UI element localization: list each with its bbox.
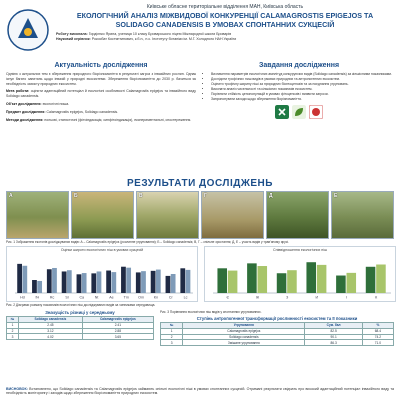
task-item: • Дослідити трофічних ниш видів в умовах природних та антропогенних екосистем. — [211, 77, 394, 82]
tick-label: Ae — [109, 295, 114, 300]
photo-tag: Г — [204, 193, 207, 199]
tick-label: К — [375, 295, 378, 300]
bar — [186, 270, 191, 293]
leaf-logo-icon — [292, 105, 306, 119]
bar — [258, 266, 268, 293]
figure-2-caption: Рис. 2 Діаграми розмаху показників екологічних ніш досліджуваних видів за чинниками середовища. — [6, 303, 156, 307]
advisor-text: Рокосбат Костянтинович, к.б.н., н.с. Інституту ботаніки ім. М.Г. Холодного НАН України — [91, 37, 237, 41]
bar — [111, 272, 116, 293]
advisor-label: Науковий керівник: — [56, 37, 91, 41]
bar — [287, 270, 297, 293]
bar — [47, 269, 52, 293]
tasks-heading: Завдання дослідження — [258, 62, 340, 69]
bar — [136, 272, 141, 293]
table-cell: 3 — [7, 334, 19, 340]
table-cell: 71.0 — [362, 340, 393, 346]
figure-3-caption: Рис. 3 Порівняння екологічних ніш видів у спонтанних угрупованнях. — [160, 310, 262, 314]
table-cell: 82.5 — [305, 328, 362, 334]
subject-label: Предмет дослідження: — [6, 109, 46, 114]
table-cell: Змішане угруповання — [183, 340, 305, 346]
photo-tag: А — [9, 193, 13, 199]
task-item: • Оцінити трофічну ширину ніші за природних біогеоценозів та за поєднання угруповань. — [211, 82, 394, 87]
table-cell: 2.41 — [82, 322, 153, 328]
charts-row — [6, 246, 394, 302]
bar — [32, 280, 37, 293]
institution: Київське обласне територіальне відділення МАН, Київська область — [146, 4, 304, 10]
bar — [91, 273, 96, 293]
photo-tag: Д — [269, 193, 273, 199]
table-cell: 2 — [161, 334, 183, 340]
bar — [317, 265, 327, 293]
intro-row — [6, 62, 394, 176]
task-item: • Визначення параметрів екологічних амплітуд конкуруючих видів (Solidago canadensis) за кількісними показниками. — [211, 72, 394, 77]
man-logo-icon — [6, 8, 50, 52]
relevance-heading: Актуальність дослідження — [54, 62, 148, 69]
poster-header — [6, 4, 394, 62]
subject-text: Calamagrostis epigejos, Solidago canadensis. — [46, 109, 119, 114]
object — [6, 102, 196, 107]
tick-label: Hd — [20, 295, 25, 300]
bar — [306, 262, 316, 293]
poster-title — [56, 12, 394, 29]
goal — [6, 89, 196, 99]
tick-label: Kn — [153, 295, 159, 300]
methods — [6, 118, 196, 123]
bar — [217, 268, 227, 293]
bar — [97, 271, 102, 293]
bar — [180, 268, 185, 293]
bar — [82, 273, 87, 293]
bar — [62, 271, 67, 293]
table-2-header: % — [362, 323, 393, 329]
lower-row — [6, 309, 394, 346]
tick-label: И — [315, 295, 319, 300]
conclusion-text: Встановлено, що Solidago canadensis та Calamagrostis epigejos займають спільні екологічні ніші в умовах спонтанних сукцесій. Отримані результати свідчать про високий адаптаційний потенціал інвазійного виду та необхідність моніторингу і заходів щодо збереження біорізноманіття природних екосистем. — [6, 386, 395, 396]
bar — [77, 274, 82, 293]
methods-text: польові, статистичні (фітоіндикація, синфітоіндикація), експериментальні, спостереження. — [44, 117, 192, 122]
photo-b — [71, 191, 134, 239]
table-cell: 68.4 — [362, 328, 393, 334]
tasks-column — [204, 62, 394, 176]
task-item: • Виконати аналіз чисельності та кількісних показників екосистем. — [211, 87, 394, 92]
chart-2 — [204, 246, 396, 302]
bar — [277, 273, 287, 293]
bar — [247, 263, 257, 293]
photo-tag: Е — [334, 193, 338, 199]
table-cell: 2 — [7, 328, 19, 334]
header-text — [56, 4, 394, 42]
relevance-column — [6, 62, 196, 176]
bar — [106, 271, 111, 293]
table-cell: 90.1 — [305, 334, 362, 340]
tick-label: Sl — [65, 295, 69, 300]
methods-label: Методи дослідження: — [6, 117, 44, 122]
bar — [17, 264, 22, 293]
photo-tag: Б — [74, 193, 78, 199]
photo-a — [6, 191, 69, 239]
tick-label: І — [346, 295, 347, 300]
table-1-header: Calamagrostis epigejos — [82, 317, 153, 323]
table-1-header: № — [7, 317, 19, 323]
conclusion — [6, 387, 394, 396]
tick-label: Rc — [49, 295, 55, 300]
tick-label: Nt — [94, 295, 99, 300]
task-item: • Порівняти стійкість ценопопуляцій в умовах фітоценозів і виявити загрози. — [211, 92, 394, 97]
object-label: Об'єкт дослідження: — [6, 101, 42, 106]
photo-c — [136, 191, 199, 239]
bar — [52, 268, 57, 293]
table-1-header: Solidago canadensis — [19, 317, 83, 323]
tick-label: З — [286, 295, 289, 300]
bar — [141, 271, 146, 293]
tasks-list — [204, 72, 394, 102]
tick-label: Tm — [123, 295, 129, 300]
conclusion-label: ВИСНОВОК: — [6, 386, 28, 391]
emblems — [204, 105, 394, 119]
figure-1-caption: Рис. 1 Зображення екотопів досліджуваних видів: А – Calamagrostis epigejos (рослинне угруповання); Б – Solidago canadensis; В, Г – спільне зростання; Д, Е – участь видів у трав'яному ярусі. — [6, 240, 289, 244]
bar — [67, 270, 72, 293]
object-text: екологічні ниша. — [42, 101, 70, 106]
bar — [126, 268, 131, 293]
table-2 — [160, 322, 394, 346]
table-2-title: Ступінь антропогенної трансформації рослинності екосистем та її показники — [196, 316, 358, 321]
chart-1-svg — [7, 252, 197, 300]
chart-2-svg — [205, 252, 395, 300]
institute-logo-icon — [309, 105, 323, 119]
photo-e — [266, 191, 329, 239]
relevance-text: Однією з актуальних тем є збереження природного біорізноманіття в результаті загроз з інвазійних рослин. Однак існує багато запитань щодо інвазій у природні екосистеми. Збереження біорізноманіття до 2030 р. бачиться як необхідність захисту природних екосистем. — [6, 72, 196, 86]
chart-2-title: Співвідношення екологічних ніш — [273, 248, 327, 252]
table-cell: 74.2 — [362, 334, 393, 340]
excel-logo-icon — [275, 105, 289, 119]
table-cell: 3 — [161, 340, 183, 346]
chart-1 — [6, 246, 198, 302]
table-cell: 4.02 — [19, 334, 83, 340]
photo-strip — [6, 191, 394, 239]
tick-label: Cr — [168, 295, 173, 300]
photo-d — [201, 191, 264, 239]
bar — [366, 267, 376, 293]
photo-f — [331, 191, 394, 239]
table-cell: 3.65 — [82, 334, 153, 340]
table-cell: 1 — [7, 322, 19, 328]
bar — [22, 266, 27, 293]
table-cell: 1 — [161, 328, 183, 334]
bar — [347, 273, 357, 293]
author-label: Роботу виконала: — [56, 32, 88, 36]
tick-label: Ca — [79, 295, 85, 300]
author-text: Гордієнко Ярина, учениця 10 класу Броварського ліцею Міжнародної школи Броварів — [88, 32, 232, 36]
table-1-block — [6, 309, 154, 346]
table-2-block — [160, 309, 394, 346]
goal-text: оцінити адаптаційний потенціал й екологічні особливості Calamagrostis epigejos та інвазійного виду Solidago canadensis. — [6, 89, 197, 99]
bar — [171, 274, 176, 293]
photo-tag: В — [139, 193, 143, 199]
table-1-title: Значущість різниці у середньому — [45, 310, 115, 315]
subject — [6, 110, 196, 115]
task-item: • Запропонувати заходи щодо збереження біорізноманіття. — [211, 97, 394, 102]
table-cell: 2.88 — [82, 328, 153, 334]
table-2-header: Сум. бал — [305, 323, 362, 329]
title-line-2: SOLIDAGO CANADENSIS В УМОВАХ СПОНТАННИХ СУКЦЕСІЙ — [115, 19, 335, 29]
bar — [151, 271, 156, 293]
tick-label: Om — [138, 295, 144, 300]
advisor-line — [56, 37, 394, 42]
table-cell: Solidago canadensis — [183, 334, 305, 340]
table-1 — [6, 316, 154, 340]
table-2-header: № — [161, 323, 183, 329]
bar — [166, 276, 171, 293]
table-2-header: Угруповання — [183, 323, 305, 329]
table-cell: 2.45 — [19, 322, 83, 328]
table-cell: 86.3 — [305, 340, 362, 346]
table-cell: Calamagrostis epigejos — [183, 328, 305, 334]
chart-1-title: Оцінки широти екологічних ніш в умовах сукцесій — [60, 248, 144, 252]
bar — [37, 281, 42, 293]
table-row — [7, 334, 154, 340]
bar — [376, 265, 386, 294]
tick-label: Lc — [183, 295, 188, 300]
title-line-1: ЕКОЛОГІЧНИЙ АНАЛІЗ МІЖВИДОВОЇ КОНКУРЕНЦІЇ CALAMAGROSTIS EPIGEJOS ТА — [76, 11, 374, 20]
table-cell: 3.12 — [19, 328, 83, 334]
bar — [121, 267, 126, 293]
bar — [336, 276, 346, 293]
bar — [156, 270, 161, 293]
bar — [228, 271, 238, 293]
tick-label: Ж — [255, 295, 260, 300]
tick-label: Є — [226, 295, 230, 300]
tick-label: fH — [35, 295, 40, 300]
table-row — [161, 340, 394, 346]
goal-label: Мета роботи: — [6, 89, 30, 94]
results-heading: РЕЗУЛЬТАТИ ДОСЛІДЖЕНЬ — [127, 178, 273, 189]
